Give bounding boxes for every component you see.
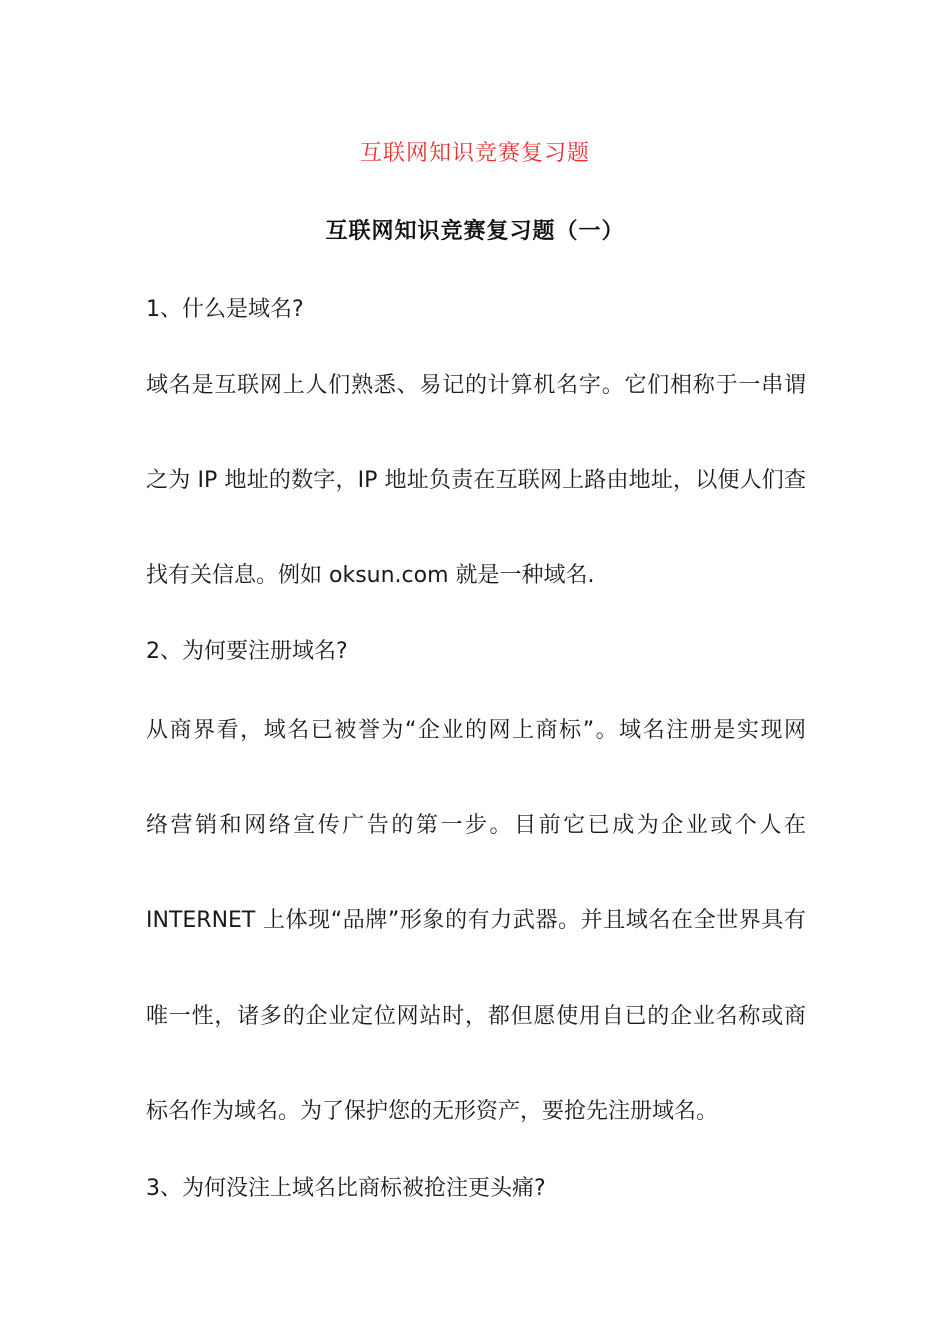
question-1: 1、什么是域名?: [146, 297, 304, 322]
document-title: 互联网知识竞赛复习题: [359, 141, 590, 166]
answer-1-line-3: 找有关信息。例如 oksun.com 就是一种域名.: [146, 563, 595, 588]
answer-2-line-2: 络营销和网络宣传广告的第一步。目前它已成为企业或个人在: [146, 813, 806, 838]
question-3: 3、为何没注上域名比商标被抢注更头痛?: [146, 1176, 546, 1201]
answer-2-line-1: 从商界看，域名已被誉为“企业的网上商标”。域名注册是实现网: [146, 718, 806, 743]
answer-2-line-3: INTERNET 上体现“品牌”形象的有力武器。并且域名在全世界具有: [146, 908, 806, 933]
answer-2-line-5: 标名作为域名。为了保护您的无形资产，要抢先注册域名。: [146, 1099, 719, 1124]
document-subtitle: 互联网知识竞赛复习题（一）: [325, 219, 625, 244]
answer-1-line-2: 之为 IP 地址的数字，IP 地址负责在互联网上路由地址，以便人们查: [146, 468, 806, 493]
answer-1-line-1: 域名是互联网上人们熟悉、易记的计算机名字。它们相称于一串谓: [146, 373, 806, 398]
answer-2-line-4: 唯一性，诸多的企业定位网站时，都但愿使用自已的企业名称或商: [146, 1004, 806, 1029]
question-2: 2、为何要注册域名?: [146, 639, 348, 664]
